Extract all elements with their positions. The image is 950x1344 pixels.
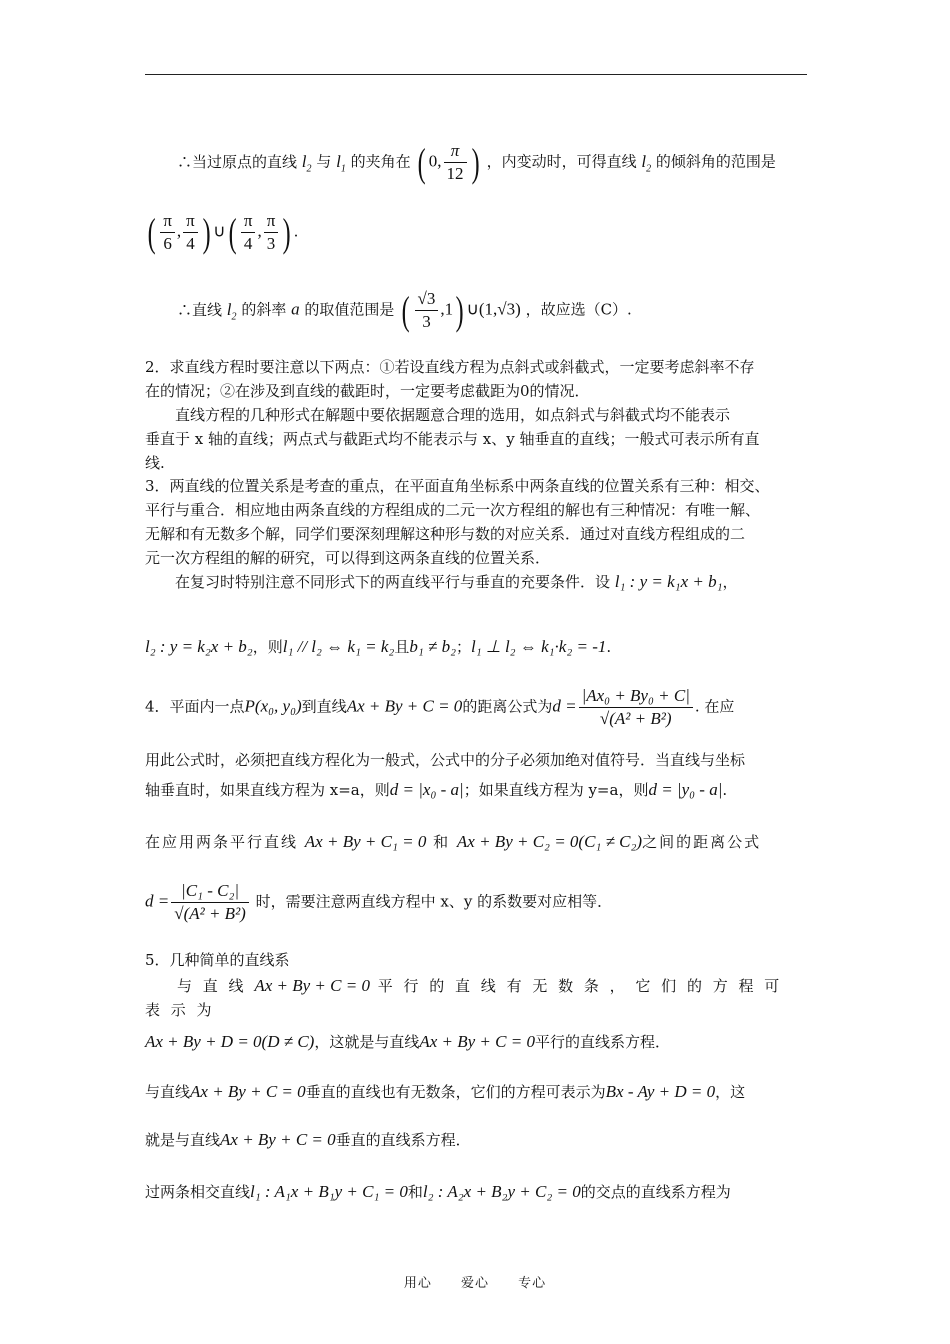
text-line: 直线方程的几种形式在解题中要依据题意合理的选用，如点斜式与斜截式均不能表示 <box>175 406 731 424</box>
distance-x: d = |x₀ - a| <box>389 780 464 799</box>
section-5-p1 <box>145 974 807 1022</box>
text: 时，需要注意两直线方程中 x、y 的系数要对应相等． <box>255 892 613 911</box>
footer-text: 用心 <box>403 1276 432 1291</box>
parallel-distance-fraction: $\frac{\text{|C₁ - C₂|}}{\text{√(A² + B²)}}$ <box>171 880 249 925</box>
text: 过两条相交直线 <box>145 1183 251 1201</box>
text: 平 行 的 直 线 有 无 数 条 ， 它 们 的 方 程 可 表 示 为 <box>145 977 783 1019</box>
text: 就是与直线 <box>145 1131 221 1149</box>
distance-fraction: $\frac{\text{|Ax₀ + By₀ + C|}}{\text{√(A² + B²)}}$ <box>579 685 693 730</box>
section-2 <box>145 355 807 475</box>
text: 之间的距离公式 <box>642 833 762 851</box>
parallel-perp-conditions: l₂ : y = k₂x + b₂，则l₁ // l₂ ⇔ k₁ = k₂且b₁ ≠ b₂；l₁ ⊥ l₂ ⇔ k₁·k₂ = -1. <box>145 637 612 656</box>
text: ∴直线 <box>177 300 223 319</box>
text: 的倾斜角的范围是 <box>655 152 776 171</box>
text: 的交点的直线系方程为 <box>580 1183 731 1201</box>
text-line: 无解和有无数多个解，同学们要深刻理解这种形与数的对应关系．通过对直线方程组成的二 <box>145 525 746 543</box>
text: 轴垂直时，如果直线方程为 x=a，则 <box>145 781 390 799</box>
line-equation: Ax + By + C = 0 <box>346 696 463 716</box>
section-5-p4: 过两条相交直线l₁ : A₁x + B₁y + C₁ = 0和l₂ : A₂x + B₂y + C₂ = 0的交点的直线系方程为 <box>145 1182 731 1201</box>
point-P: P(x₀, y₀) <box>244 696 302 716</box>
right-paren: ) <box>455 287 464 333</box>
text: ，则 <box>252 638 283 656</box>
text-line: 用此公式时，必须把直线方程化为一般式，公式中的分子必须加绝对值符号．当直线与坐标 <box>145 751 746 769</box>
section-4-line1 <box>145 685 807 730</box>
text-line: 2．求直线方程时要注意以下两点：①若设直线方程为点斜式或斜截式，一定要考虑斜率不存 <box>145 358 755 376</box>
distance-y: d = |y₀ - a| <box>648 780 723 799</box>
text-line: 平行与重合．相应地由两条直线的方程组成的二元一次方程组的解也有三种情况：有唯一解、 <box>145 501 761 519</box>
equation: Ax + By + C = 0 <box>254 976 370 995</box>
text: . <box>293 222 299 241</box>
text: 平行的直线系方程． <box>534 1033 670 1051</box>
equation: Ax + By + C = 0 <box>220 1130 336 1149</box>
symbol-a: a <box>291 299 300 319</box>
text: ，内变动时，可得直线 <box>486 152 637 171</box>
symbol-l2: $l_2$ <box>301 151 312 174</box>
text: 的斜率 <box>241 300 287 319</box>
section-4-formula2 <box>145 880 807 925</box>
equation-l1: l₁ : A₁x + B₁y + C₁ = 0 <box>250 1182 408 1201</box>
section-5-p3 <box>145 1128 807 1152</box>
b-condition: b₁ ≠ b₂ <box>409 637 456 656</box>
text: ；如果直线方程为 y=a，则 <box>463 781 649 799</box>
text: ，这就是与直线 <box>314 1033 420 1051</box>
text-line: 3．两直线的位置关系是考查的重点，在平面直角坐标系中两条直线的位置关系有三种：相交、 <box>145 477 770 495</box>
equation-c2: Ax + By + C₂ = 0(C₁ ≠ C₂) <box>456 832 643 851</box>
symbol-l2: $l_2$ <box>641 151 652 174</box>
footer-text: 专心 <box>518 1276 547 1291</box>
text: 垂直的直线系方程． <box>335 1131 471 1149</box>
equation-perp: Bx - Ay + D = 0 <box>605 1082 716 1101</box>
text-line: 线. <box>145 454 165 472</box>
section-4-body: 用此公式时，必须把直线方程化为一般式，公式中的分子必须加绝对值符号．当直线与坐标 轴垂直时，如果直线方程为 x=a，则d = |x₀ - a|；如果直线方程为 y=a，则d = |y₀ - a|. <box>145 748 807 802</box>
right-paren: ) <box>282 209 291 255</box>
symbol-d: d = <box>552 696 577 716</box>
footer <box>0 1272 950 1291</box>
fraction: $\frac{\pi}{6}$ <box>160 210 175 255</box>
union: ∪ <box>213 221 226 241</box>
text: ，故应选（C）. <box>525 300 632 319</box>
left-paren: ( <box>228 209 237 255</box>
para-slope-range: ∴直线 $l_2$ 的斜率 a 的取值范围是 ( $\frac{√3}{3}$ ,1) ∪(1,√3) ，故应选（C）. <box>177 287 632 333</box>
text: 4．平面内一点 <box>145 697 245 716</box>
fraction: $\frac{\pi}{3}$ <box>264 210 279 255</box>
text: 在复习时特别注意不同形式下的两直线平行与垂直的充要条件．设 <box>175 573 611 591</box>
right-paren: ) <box>202 209 211 255</box>
text: 的夹角在 <box>350 152 411 171</box>
text-line: 元一次方程组的解的研究，可以得到这两条直线的位置关系． <box>145 549 551 567</box>
fraction-sqrt3-3: $\frac{√3}{3}$ <box>415 288 439 333</box>
left-paren: ( <box>401 287 410 333</box>
symbol-l2: $l_2$ <box>226 299 237 322</box>
text: 与 直 线 <box>177 977 247 995</box>
fraction-pi-12: $\frac{\pi}{12}$ <box>444 140 467 185</box>
interval-lower: 0, <box>428 151 442 171</box>
left-paren: ( <box>418 139 427 185</box>
text: 到直线 <box>301 697 347 716</box>
equation-l2: l₂ : y = k₂x + b₂ <box>145 637 253 656</box>
text: 垂直的直线也有无数条，它们的方程可表示为 <box>305 1083 606 1101</box>
text: 且 <box>394 638 410 656</box>
text: 的取值范围是 <box>304 300 395 319</box>
symbol-l1: $l_1$ <box>336 151 346 174</box>
symbol-d: d = <box>145 891 170 911</box>
section-4-parallel: 在应用两条平行直线 Ax + By + C₁ = 0 和 Ax + By + C₂ = 0(C₁ ≠ C₂)之间的距离公式 <box>145 832 762 851</box>
fraction: $\frac{\pi}{4}$ <box>241 210 256 255</box>
text-line: 在的情况；②在涉及到直线的截距时，一定要考虑截距为0的情况． <box>145 382 590 400</box>
equation-l1: l₁ : y = k₁x + b₁ <box>614 572 723 591</box>
equation-l2: l₂ : A₂x + B₂y + C₂ = 0 <box>422 1182 581 1201</box>
text: 与直线 <box>145 1083 191 1101</box>
perp-condition: l₁ ⊥ l₂ ⇔ k₁·k₂ = -1 <box>471 637 607 656</box>
section-5-title <box>145 948 807 972</box>
equation-c1: Ax + By + C₁ = 0 <box>304 832 427 851</box>
fraction: $\frac{\pi}{4}$ <box>183 210 198 255</box>
text: 的距离公式为 <box>462 697 553 716</box>
right-paren: ) <box>471 139 480 185</box>
equation-D: Ax + By + D = 0(D ≠ C) <box>145 1032 315 1051</box>
union-part: ∪(1,√3) <box>466 299 521 319</box>
text-line: 垂直于 x 轴的直线；两点式与截距式均不能表示与 x、y 轴垂直的直线；一般式可表示所有直 <box>145 430 760 448</box>
equation: Ax + By + C = 0 <box>419 1032 535 1051</box>
left-paren: ( <box>147 209 156 255</box>
equation: Ax + By + C = 0 <box>190 1082 306 1101</box>
section-3: 3．两直线的位置关系是考查的重点，在平面直角坐标系中两条直线的位置关系有三种：相交、 平行与重合．相应地由两条直线的方程组成的二元一次方程组的解也有三种情况：有唯一解、 无解和有无数多个解，同学们要深刻理解这种形与数的对应关系．通过对直线方程组成的二 元一次方程组的解的研究，可以得到这两条直线的位置关系． 在复习时特别注意不同形式下的两直线平行与垂直的充要条件．设 l₁ : y = k₁x + b₁， <box>145 474 807 594</box>
text: ∴当过原点的直线 <box>177 152 298 171</box>
text: 与 <box>316 152 332 171</box>
section-title: 5．几种简单的直线系 <box>145 951 290 969</box>
section-5-p1b <box>145 1030 807 1054</box>
section-5-p2 <box>145 1080 807 1104</box>
text: 在应用两条平行直线 <box>145 833 299 851</box>
para-angle-interval: ( $\frac{\pi}{6}$ , $\frac{\pi}{4}$ ) ∪( $\frac{\pi}{4}$ , $\frac{\pi}{3}$ ) . <box>147 209 299 255</box>
text: ，这 <box>715 1083 746 1101</box>
parallel-condition: l₁ // l₂ ⇔ k₁ = k₂ <box>282 637 395 656</box>
text: . 在应 <box>694 697 735 716</box>
header-rule <box>145 74 807 75</box>
para-angle-range <box>145 140 807 185</box>
footer-text: 爱心 <box>460 1276 489 1291</box>
